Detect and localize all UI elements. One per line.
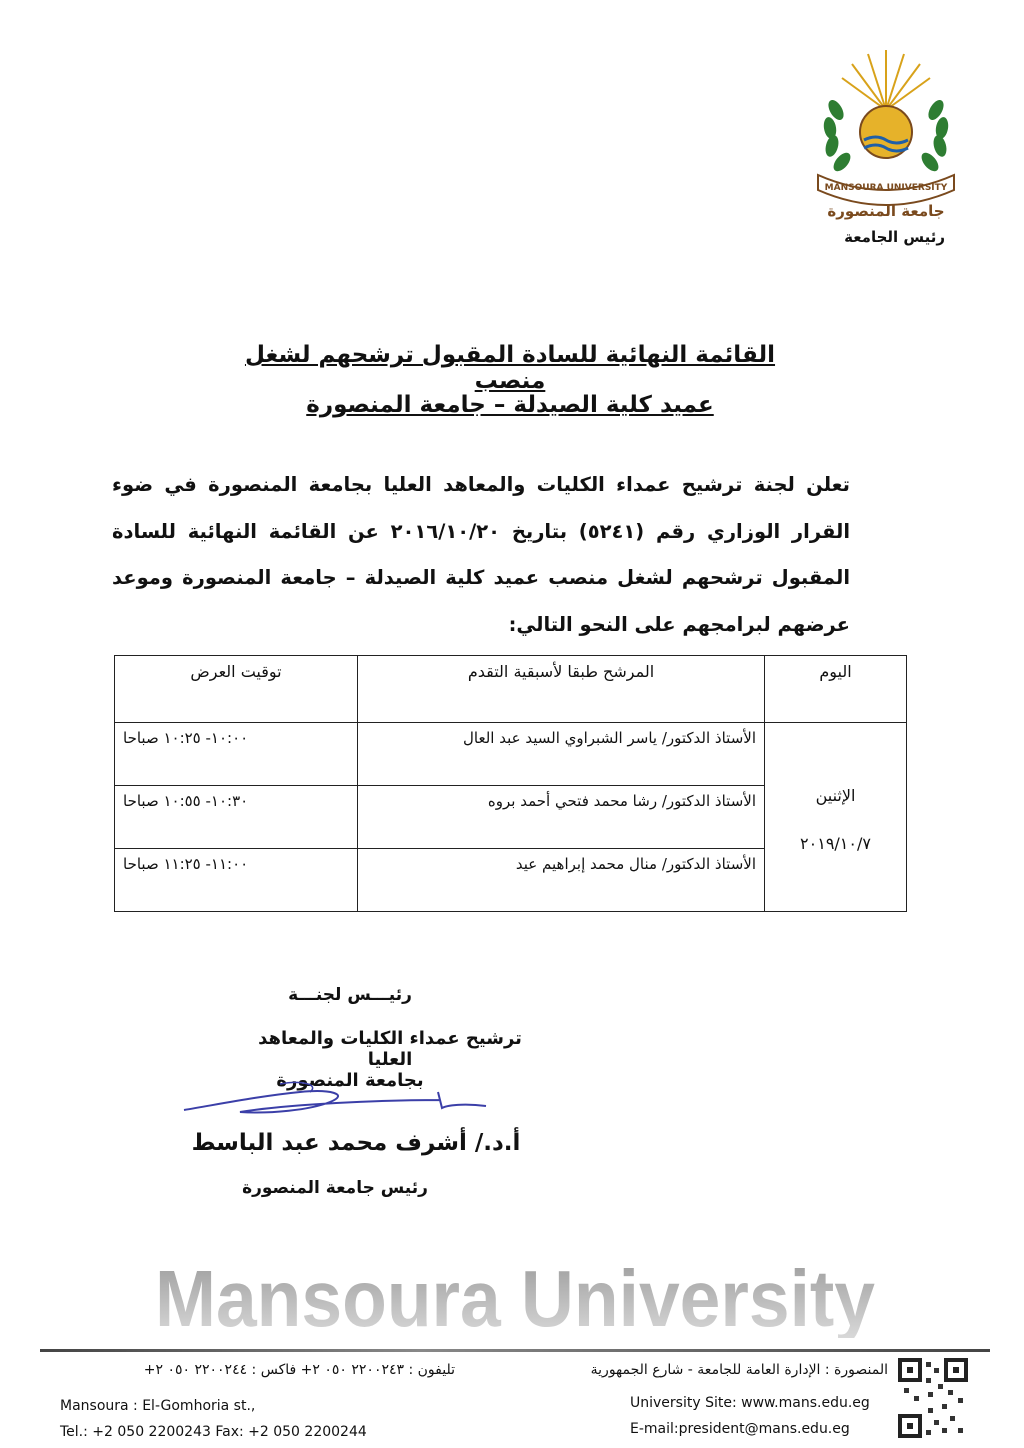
committee-university: بجامعة المنصورة — [276, 1070, 424, 1091]
header-time: توقيت العرض — [115, 656, 358, 723]
svg-text:MANSOURA UNIVERSITY: MANSOURA UNIVERSITY — [824, 183, 948, 193]
svg-text:جامعة المنصورة: جامعة المنصورة — [827, 202, 945, 220]
table-row — [115, 723, 907, 786]
document-title-line1: القائمة النهائية للسادة المقبول ترشحهم لشغل منصب — [244, 342, 776, 394]
handwritten-signature — [180, 1074, 490, 1130]
president-role: رئيس جامعة المنصورة — [242, 1178, 428, 1198]
time-cell: ١٠:٠٠- ١٠:٢٥ صباحا — [115, 723, 358, 786]
committee-name: ترشيح عمداء الكليات والمعاهد العليا — [258, 1028, 522, 1070]
footer-email-link[interactable]: E-mail:president@mans.edu.eg — [630, 1421, 850, 1437]
candidate-cell: الأستاذ الدكتور/ رشا محمد فتحي أحمد بروه — [358, 786, 765, 849]
footer-contact-ar: تليفون : ٢٢٠٠٢٤٣ ٠٥٠ ٢+ فاكس : ٢٢٠٠٢٤٤ ٠٥٠ ٢+ — [143, 1362, 455, 1378]
announcement-paragraph: تعلن لجنة ترشيح عمداء الكليات والمعاهد العليا بجامعة المنصورة في ضوء القرار الوزاري رقم (٥٢٤١) بتاريخ ٢٠١٦/١٠/٢٠ عن القائمة النهائية للسادة المقبول ترشحهم لشغل منصب عميد كلية الصيدلة – جامعة المنصورة وموعد عرضهم لبرامجهم على النحو التالي: — [112, 473, 851, 636]
time-cell: ١١:٠٠- ١١:٢٥ صباحا — [115, 849, 358, 912]
footer-site-link[interactable]: University Site: www.mans.edu.eg — [630, 1395, 870, 1411]
day-cell — [765, 723, 907, 912]
time-cell: ١٠:٣٠- ١٠:٥٥ صباحا — [115, 786, 358, 849]
footer-contact-en: Tel.: +2 050 2200243 Fax: +2 050 2200244 — [60, 1424, 367, 1440]
candidate-cell: الأستاذ الدكتور/ ياسر الشبراوي السيد عبد العال — [358, 723, 765, 786]
footer-divider — [40, 1349, 990, 1352]
footer-address-ar: المنصورة : الإدارة العامة للجامعة - شارع الجمهورية — [590, 1362, 888, 1378]
university-logo — [806, 40, 966, 222]
president-name: أ.د./ أشرف محمد عبد الباسط — [191, 1130, 521, 1156]
footer-address-en: Mansoura : El-Gomhoria st., — [60, 1398, 256, 1414]
header-day: اليوم — [765, 656, 907, 723]
committee-head-label: رئيـــس لجنـــة — [288, 985, 412, 1005]
qr-code-icon — [898, 1358, 968, 1438]
table-header-row — [115, 656, 907, 723]
candidate-cell: الأستاذ الدكتور/ منال محمد إبراهيم عيد — [358, 849, 765, 912]
document-title-line2: عميد كلية الصيدلة – جامعة المنصورة — [306, 392, 714, 418]
president-label: رئيس الجامعة — [844, 228, 945, 246]
day-date: ٢٠١٩/١٠/٧ — [800, 834, 871, 853]
header-candidate: المرشح طبقا لأسبقية التقدم — [358, 656, 765, 723]
schedule-table — [114, 655, 907, 912]
day-name: الإثنين — [815, 786, 856, 805]
watermark — [150, 1254, 880, 1338]
svg-text:Mansoura University: Mansoura University — [155, 1254, 876, 1338]
